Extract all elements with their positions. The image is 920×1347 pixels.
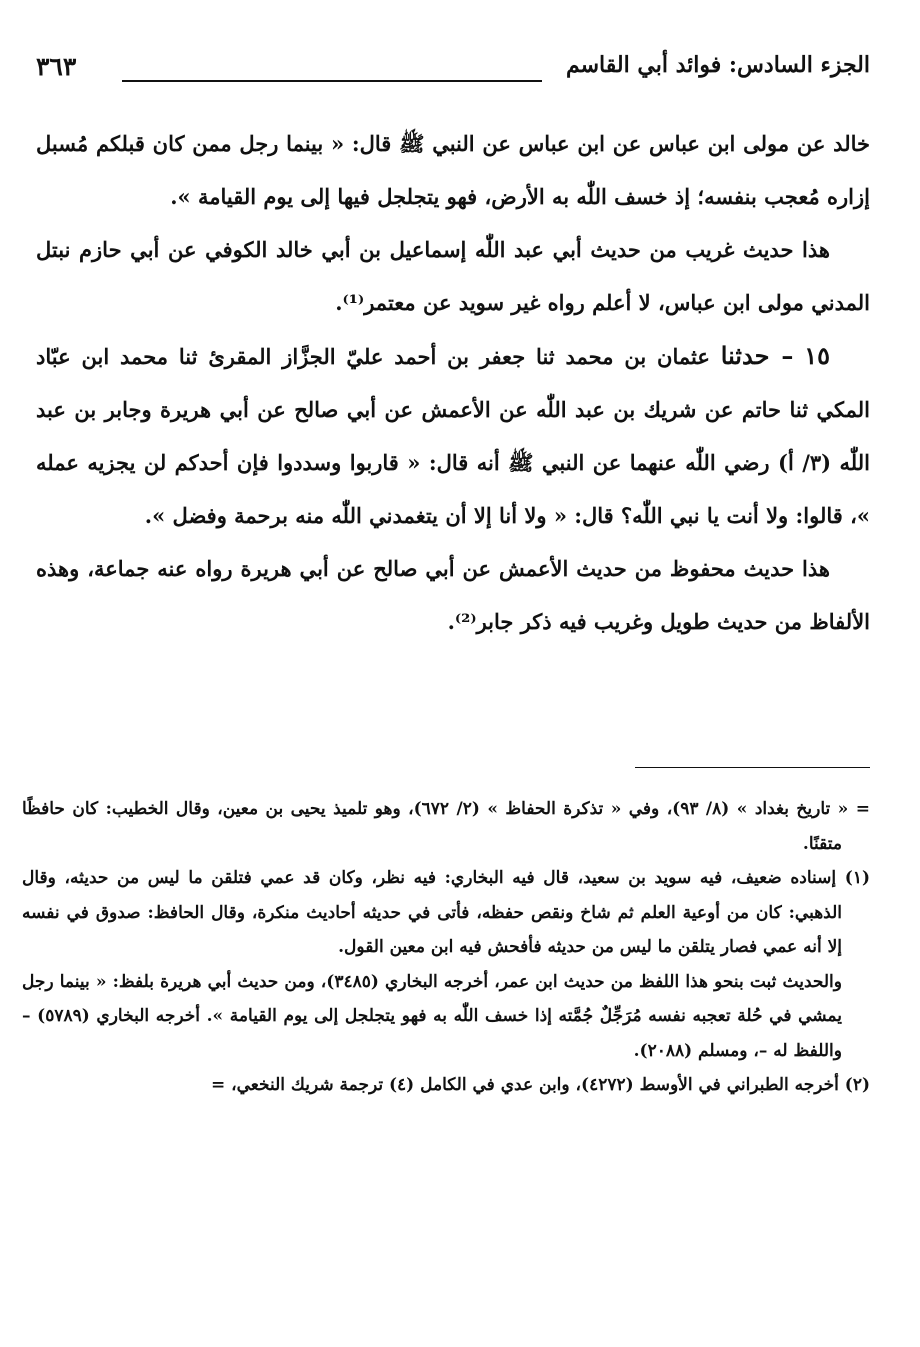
header-rule [122,80,542,82]
hadith-number: ١٥ [804,341,830,370]
page-number: ٣٦٣ [36,52,77,81]
footnote-continuation: = « تاريخ بغداد » (٨/ ٩٣)، وفي « تذكرة الحفاظ » (٢/ ٦٧٢)، وهو تلميذ يحيى بن معين، وقال الخطيب: كان حافظًا متقنًا. [22,799,870,854]
footnote-separator [635,767,870,768]
paragraph: هذا حديث غريب من حديث أبي عبد اللّٰه إسماعيل بن أبي خالد الكوفي عن أبي حازم نبتل المدني مولى ابن عباس، لا أعلم رواه غير سويد عن معتمر⁽¹⁾. [36,237,870,315]
footnote-1: (١) إسناده ضعيف، فيه سويد بن سعيد، قال فيه البخاري: فيه نظر، وكان قد عمي فتلقن ما ليس من حديثه، وقال الذهبي: كان من أوعية العلم ثم شاخ ونقص حفظه، فأتى في حديثه أحاديث منكرة، وقال الحافظ: صدوق في نفسه إلا أنه عمي فصار يتلقن ما ليس من حديثه فأفحش فيه ابن معين القول. [22,868,870,957]
footnotes [22,792,870,1103]
footnote-1-continued: والحديث ثبت بنحو هذا اللفظ من حديث ابن عمر، أخرجه البخاري (٣٤٨٥)، ومن حديث أبي هريرة بلفظ: « بينما رجل يمشي في حُلة تعجبه نفسه مُرَجِّلٌ جُمَّته إذا خسف اللّٰه به فهو يتجلجل إلى يوم القيامة ». أخرجه البخاري (٥٧٨٩) – واللفظ له –، ومسلم (٢٠٨٨). [22,971,842,1061]
running-title: الجزء السادس: فوائد أبي القاسم [565,52,870,78]
paragraph: خالد عن مولى ابن عباس عن ابن عباس عن النبي ﷺ قال: « بينما رجل ممن كان قبلكم مُسبل إزاره مُعجب بنفسه؛ إذ خسف اللّٰه به الأرض، فهو يتجلجل فيها إلى يوم القيامة ». [36,131,870,209]
hadith-paragraph [36,329,870,542]
hadith-text: عثمان بن محمد ثنا جعفر بن أحمد عليّ الجزَّاز المقرئ ثنا محمد ابن عبّاد المكي ثنا حاتم عن شريك بن عبد اللّٰه عن الأعمش عن أبي صالح عن أبي هريرة وجابر بن عبد اللّٰه (٣/ أ) رضي اللّٰه عنهما عن النبي ﷺ أنه قال: « قاربوا وسددوا فإن أحدكم لن يجزيه عمله »، قالوا: ولا أنت يا نبي اللّٰه؟ قال: « ولا أنا إلا أن يتغمدني اللّٰه منه برحمة وفضل ». [36,344,870,528]
page-header [36,50,870,90]
main-text [36,117,870,648]
paragraph: هذا حديث محفوظ من حديث الأعمش عن أبي صالح عن أبي هريرة رواه عنه جماعة، وهذه الألفاظ من حديث طويل وغريب فيه ذكر جابر⁽²⁾. [36,556,870,634]
hadith-lead: – حدثنا [720,341,794,370]
footnote-2: (٢) أخرجه الطبراني في الأوسط (٤٢٧٢)، وابن عدي في الكامل (٤) ترجمة شريك النخعي، = [210,1075,870,1095]
